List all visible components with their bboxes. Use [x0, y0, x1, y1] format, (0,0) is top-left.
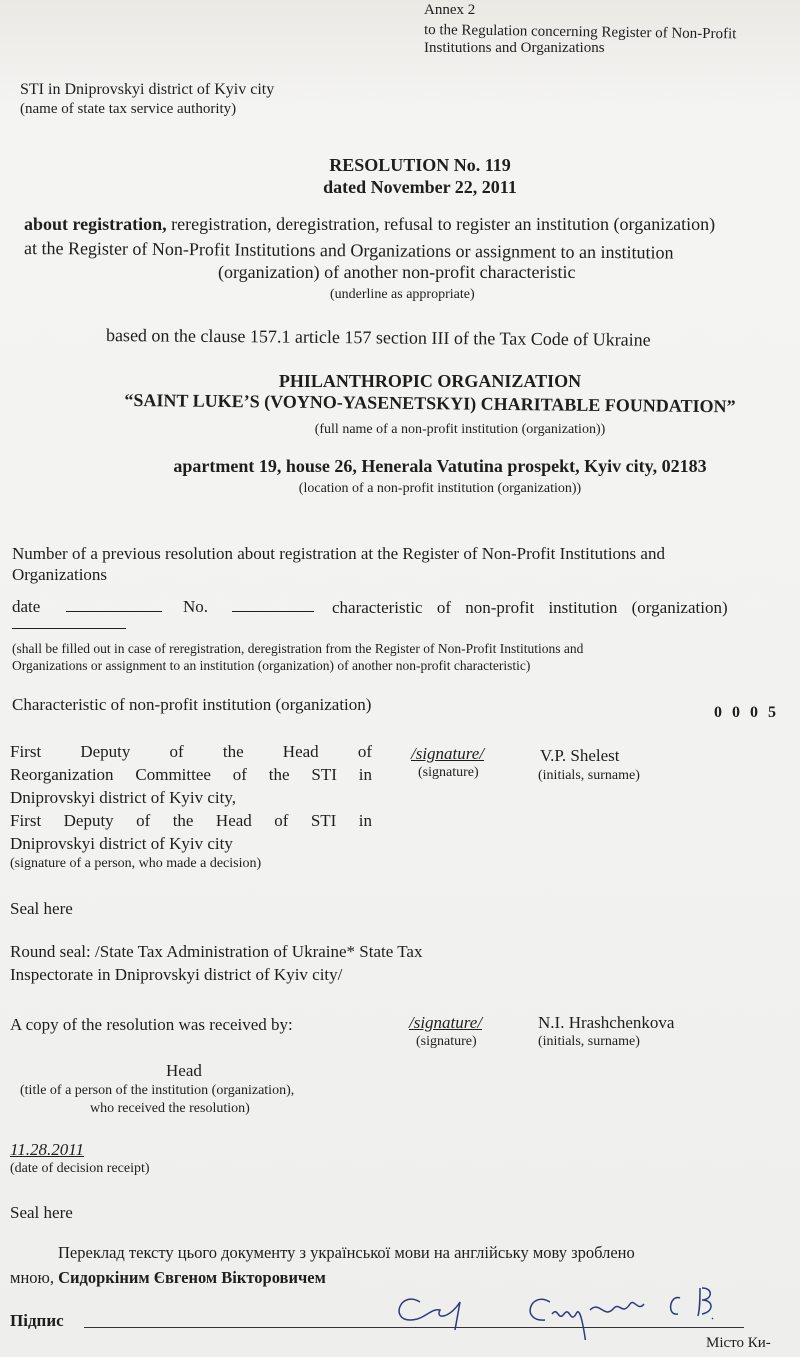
receipt-date-caption: (date of decision receipt) — [10, 1161, 150, 1176]
basis: based on the clause 157.1 article 157 section III of the Tax Code of Ukraine — [105, 325, 651, 350]
signer-line3: Dniprovskyi district of Kyiv city, — [10, 788, 237, 807]
characteristic-value: 0 0 0 5 — [714, 704, 779, 721]
subject-line1 — [24, 214, 715, 234]
round-seal-line2: Inspectorate in Dniprovskyi district of Kyiv city/ — [10, 965, 343, 984]
receipt-name-caption: (initials, surname) — [538, 1034, 640, 1049]
previous-no-field — [232, 595, 314, 612]
previous-line1: Number of a previous resolution about registration at the Register of Non-Profit Institutions and — [12, 544, 665, 563]
previous-note2: Organizations or assignment to an institution (organization) of another non-profit characteristic) — [12, 658, 531, 673]
subject-line2: at the Register of Non-Profit Institutions and Organizations or assignment to an institution — [23, 238, 674, 263]
signer-name-caption: (initials, surname) — [538, 768, 640, 783]
resolution-title: RESOLUTION No. 119 — [329, 155, 511, 175]
signer-caption: (signature of a person, who made a decision) — [10, 856, 262, 871]
authority-caption: (name of state tax service authority) — [20, 101, 237, 117]
org-caption: (full name of a non-profit institution (organization)) — [314, 422, 606, 437]
characteristic-label: Characteristic of non-profit institution (organization) — [12, 695, 372, 714]
previous-date-label: date — [12, 597, 41, 616]
previous-no-label: No. — [183, 597, 209, 616]
previous-char-field — [12, 614, 126, 629]
annex-line1: to the Regulation concerning Register of Non-Profit — [423, 22, 737, 43]
city-label: Місто Ки- — [706, 1335, 771, 1351]
receipt-date: 11.28.2011 — [10, 1140, 84, 1159]
seal-here-1: Seal here — [10, 899, 73, 918]
receipt-name: N.I. Hrashchenkova — [538, 1013, 675, 1032]
org-address-caption: (location of a non-profit institution (organization)) — [298, 481, 582, 496]
previous-date-field — [66, 595, 162, 612]
translator-line1: Переклад тексту цього документу з української мови на англійську мову зроблено — [58, 1243, 635, 1262]
subject-line3: (organization) of another non-profit characteristic — [218, 262, 576, 282]
org-line1: PHILANTHROPIC ORGANIZATION — [278, 371, 582, 391]
signer-signature: /signature/ — [411, 744, 485, 763]
annex-title: Annex 2 — [424, 2, 476, 18]
receipt-signature: /signature/ — [409, 1013, 483, 1032]
authority-name: STI in Dniprovskyi district of Kyiv city — [20, 81, 275, 98]
signer-line1: First Deputy of the Head of — [10, 742, 372, 761]
receipt-label: A copy of the resolution was received by: — [10, 1015, 293, 1034]
annex-line2: Institutions and Organizations — [424, 40, 605, 56]
seal-here-2: Seal here — [10, 1203, 73, 1222]
signature-label: Підпис — [10, 1311, 64, 1330]
receipt-title: Head — [166, 1061, 202, 1080]
signer-line5: Dniprovskyi district of Kyiv city — [10, 834, 233, 853]
handwritten-signature — [380, 1280, 780, 1340]
translator-prefix: мною, — [10, 1268, 59, 1287]
receipt-signature-caption: (signature) — [416, 1034, 477, 1049]
previous-note1: (shall be filled out in case of reregistration, deregistration from the Register of Non-Profit Institutions and — [12, 641, 584, 656]
round-seal-line1: Round seal: /State Tax Administration of Ukraine* State Tax — [10, 942, 423, 961]
subject-caption: (underline as appropriate) — [330, 287, 475, 302]
resolution-date: dated November 22, 2011 — [323, 177, 517, 197]
signer-signature-caption: (signature) — [418, 765, 479, 780]
org-address: apartment 19, house 26, Henerala Vatutina prospekt, Kyiv city, 02183 — [173, 456, 707, 476]
subject-rest: reregistration, deregistration, refusal to register an institution (organization) — [166, 214, 716, 234]
receipt-title-caption2: who received the resolution) — [90, 1101, 250, 1116]
org-line2: “SAINT LUKE’S (VOYNO-YASENETSKYI) CHARITABLE FOUNDATION” — [124, 389, 736, 417]
previous-char-label: characteristic of non-profit institution (organization) — [332, 598, 728, 617]
receipt-title-caption1: (title of a person of the institution (organization), — [20, 1083, 295, 1098]
subject-bold: about registration, — [24, 214, 167, 234]
previous-line2: Organizations — [12, 565, 108, 584]
signer-line4: First Deputy of the Head of STI in — [10, 811, 372, 830]
translator-line2 — [10, 1268, 326, 1288]
translator-name: Сидоркіним Євгеном Вікторовичем — [58, 1268, 326, 1287]
signer-line2: Reorganization Committee of the STI in — [10, 765, 372, 784]
signer-name: V.P. Shelest — [540, 746, 620, 765]
